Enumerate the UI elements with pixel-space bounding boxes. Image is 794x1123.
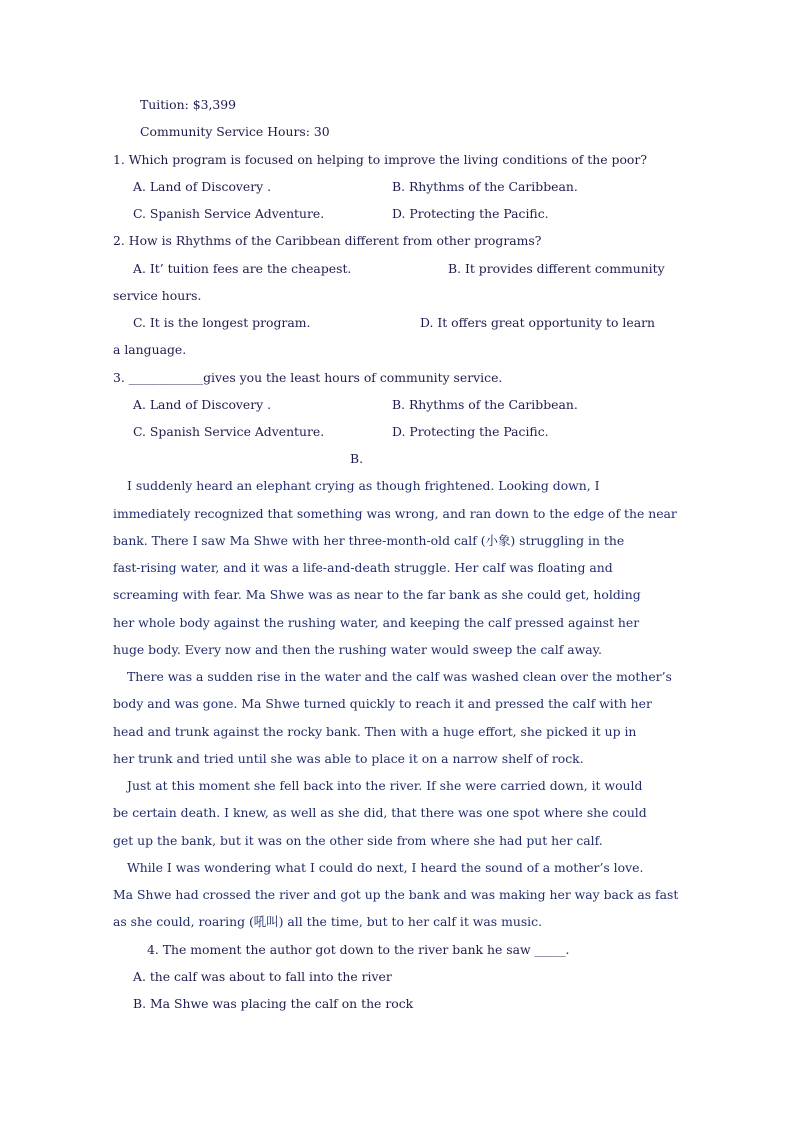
passage-line: huge body. Every now and then the rushing water would sweep the calf away.	[113, 642, 602, 657]
passage-line: screaming with fear. Ma Shwe was as near to the far bank as she could get, holding	[113, 587, 641, 602]
passage-line: I suddenly heard an elephant crying as though frightened. Looking down, I	[127, 478, 600, 493]
passage-line: be certain death. I knew, as well as she did, that there was one spot where she could	[113, 805, 647, 820]
question-1-stem: 1. Which program is focused on helping to improve the living conditions of the poor?	[113, 152, 647, 167]
passage-line: While I was wondering what I could do next, I heard the sound of a mother’s love.	[127, 860, 644, 875]
passage-line: Just at this moment she fell back into the river. If she were carried down, it would	[127, 778, 643, 793]
passage-line: her trunk and tried until she was able to place it on a narrow shelf of rock.	[113, 751, 584, 766]
question-4-option-a: A. the calf was about to fall into the river	[133, 969, 392, 984]
question-2-option-c: C. It is the longest program.	[133, 315, 311, 330]
passage-line: fast-rising water, and it was a life-and-death struggle. Her calf was floating and	[113, 560, 613, 575]
question-1-option-a: A. Land of Discovery .	[133, 179, 272, 194]
question-3-option-a: A. Land of Discovery .	[133, 397, 272, 412]
question-2-option-b-continued: service hours.	[113, 288, 202, 303]
community-service-hours-line: Community Service Hours: 30	[140, 124, 330, 139]
section-b-heading: B.	[350, 451, 364, 466]
tuition-line: Tuition: $3,399	[140, 97, 237, 112]
question-2-stem: 2. How is Rhythms of the Caribbean different from other programs?	[113, 233, 542, 248]
question-1-option-d: D. Protecting the Pacific.	[392, 206, 549, 221]
question-3-option-b: B. Rhythms of the Caribbean.	[392, 397, 578, 412]
passage-line: get up the bank, but it was on the other side from where she had put her calf.	[113, 833, 603, 848]
passage-line: There was a sudden rise in the water and the calf was washed clean over the mother’s	[127, 669, 672, 684]
question-2-option-b: B. It provides different community	[448, 261, 665, 276]
question-2-option-d: D. It offers great opportunity to learn	[420, 315, 655, 330]
passage-line: immediately recognized that something was wrong, and ran down to the edge of the near	[113, 506, 677, 521]
passage-line: as she could, roaring (吼叫) all the time, but to her calf it was music.	[113, 914, 543, 929]
passage-line: Ma Shwe had crossed the river and got up the bank and was making her way back as fast	[113, 887, 679, 902]
question-2-option-a: A. It’ tuition fees are the cheapest.	[133, 261, 352, 276]
passage-line: body and was gone. Ma Shwe turned quickly to reach it and pressed the calf with her	[113, 696, 652, 711]
question-3-stem: 3. ____________gives you the least hours of community service.	[113, 370, 503, 385]
question-1-option-c: C. Spanish Service Adventure.	[133, 206, 325, 221]
passage-line: bank. There I saw Ma Shwe with her three-month-old calf (小象) struggling in the	[113, 533, 625, 548]
question-1-option-b: B. Rhythms of the Caribbean.	[392, 179, 578, 194]
passage-line: her whole body against the rushing water, and keeping the calf pressed against her	[113, 615, 640, 630]
question-4-stem: 4. The moment the author got down to the river bank he saw _____.	[147, 942, 570, 957]
passage-line: head and trunk against the rocky bank. Then with a huge effort, she picked it up in	[113, 724, 637, 739]
question-2-option-d-continued: a language.	[113, 342, 187, 357]
question-4-option-b: B. Ma Shwe was placing the calf on the rock	[133, 996, 414, 1011]
question-3-option-d: D. Protecting the Pacific.	[392, 424, 549, 439]
question-3-option-c: C. Spanish Service Adventure.	[133, 424, 325, 439]
